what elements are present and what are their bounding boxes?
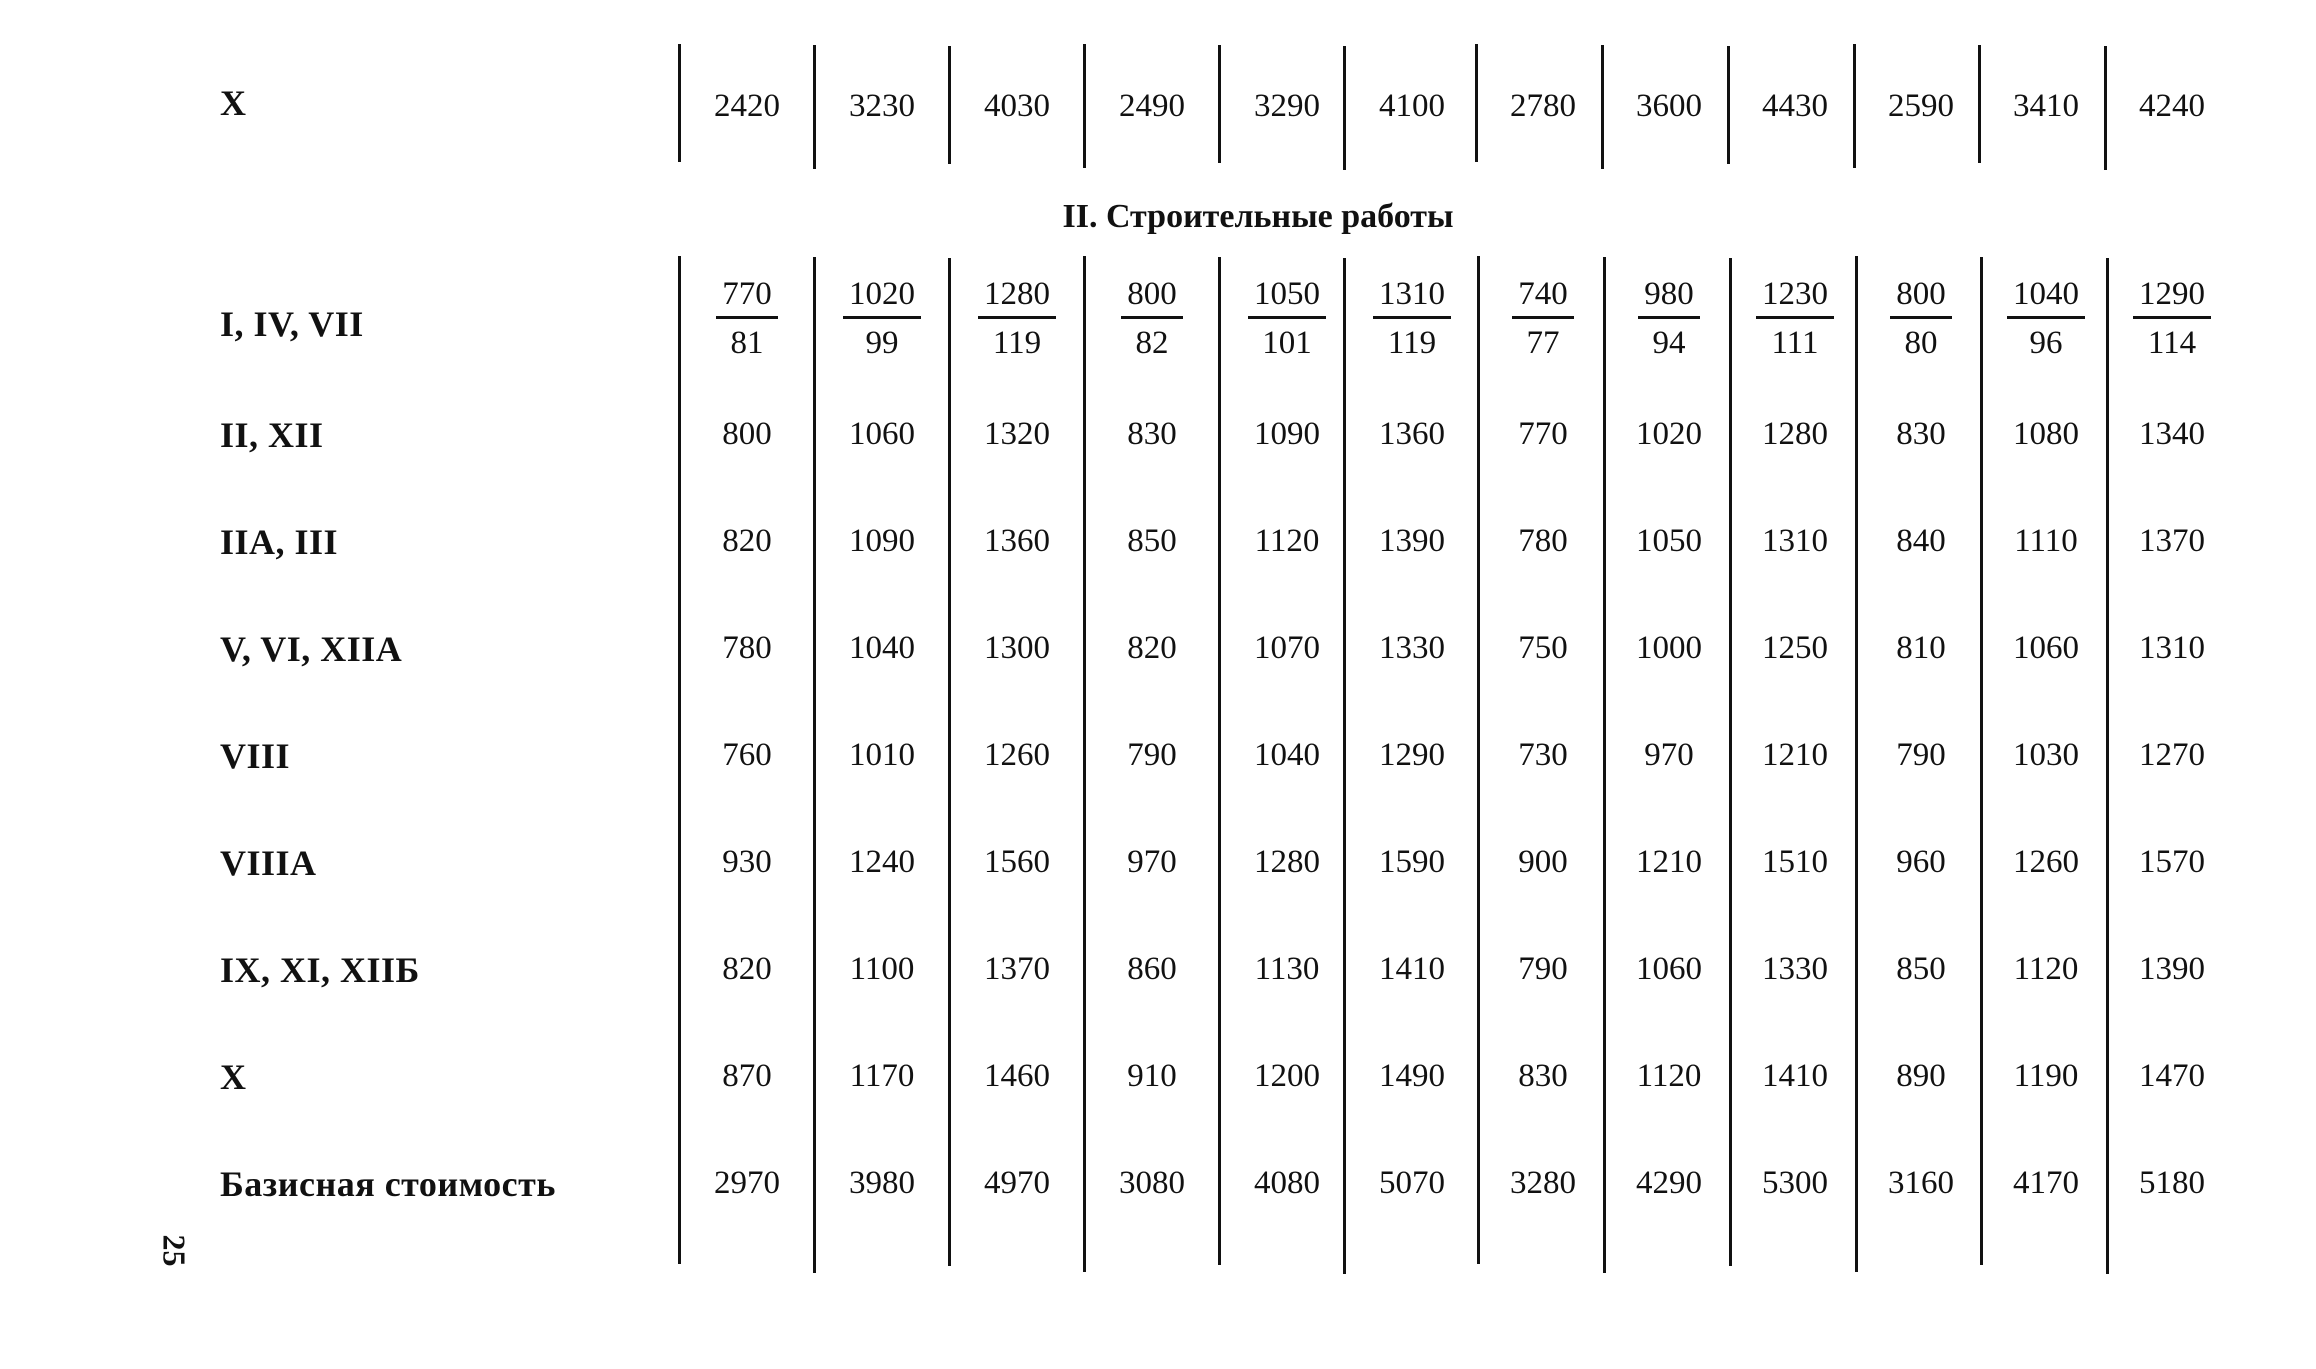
table-cell: 1410	[1379, 951, 1445, 987]
fraction-cell	[684, 276, 810, 363]
column-rule-top	[1853, 44, 1856, 168]
table-cell: 790	[1127, 737, 1177, 773]
column-rule-top	[1475, 44, 1478, 162]
table-cell: 1410	[1762, 1058, 1828, 1094]
row-label-top: X	[220, 83, 247, 123]
table-cell: 900	[1518, 844, 1568, 880]
column-rule	[678, 256, 681, 1264]
table-cell: 1080	[2013, 416, 2079, 452]
table-cell: 4100	[1379, 88, 1445, 124]
row-label: X	[220, 1057, 247, 1097]
table-cell: 1170	[849, 1058, 915, 1094]
table-cell: 1010	[849, 737, 915, 773]
table-cell: 1060	[1636, 951, 1702, 987]
fraction-cell	[2109, 276, 2235, 363]
table-cell: 1120	[1636, 1058, 1702, 1094]
table-cell: 3290	[1254, 88, 1320, 124]
table-cell: 1040	[849, 630, 915, 666]
column-rule-top	[948, 46, 951, 164]
table-cell: 1460	[984, 1058, 1050, 1094]
column-rule	[2106, 258, 2109, 1274]
fraction-denominator: 114	[2147, 325, 2197, 361]
table-cell: 1100	[849, 951, 915, 987]
table-cell: 810	[1896, 630, 1946, 666]
table-cell: 790	[1896, 737, 1946, 773]
table-cell: 1120	[1254, 523, 1320, 559]
fraction-numerator: 1280	[978, 276, 1056, 319]
table-cell: 1050	[1636, 523, 1702, 559]
column-rule	[1855, 256, 1858, 1272]
fraction-cell	[1224, 276, 1350, 363]
fraction-denominator: 101	[1262, 325, 1312, 361]
table-cell: 820	[722, 951, 772, 987]
table-cell: 4030	[984, 88, 1050, 124]
table-cell: 1210	[1636, 844, 1702, 880]
table-cell: 1370	[984, 951, 1050, 987]
row-label: IIA, III	[220, 522, 339, 562]
table-cell: 2780	[1510, 88, 1576, 124]
table-cell: 1270	[2139, 737, 2205, 773]
table-cell: 910	[1127, 1058, 1177, 1094]
table-cell: 1110	[2014, 523, 2078, 559]
table-cell: 960	[1896, 844, 1946, 880]
fraction-denominator: 119	[992, 325, 1042, 361]
table-cell: 1120	[2013, 951, 2079, 987]
table-cell: 750	[1518, 630, 1568, 666]
fraction-denominator: 77	[1526, 325, 1560, 361]
column-rule	[1603, 257, 1606, 1273]
fraction-numerator: 1040	[2007, 276, 2085, 319]
table-cell: 1210	[1762, 737, 1828, 773]
fraction-numerator: 1230	[1756, 276, 1834, 319]
fraction-cell	[1732, 276, 1858, 363]
row-label: Базисная стоимость	[220, 1164, 556, 1204]
table-cell: 1560	[984, 844, 1050, 880]
row-label-first: I, IV, VII	[220, 304, 364, 344]
table-cell: 1390	[2139, 951, 2205, 987]
table-cell: 1360	[1379, 416, 1445, 452]
table-cell: 890	[1896, 1058, 1946, 1094]
table-cell: 4970	[984, 1165, 1050, 1201]
table-cell: 1320	[984, 416, 1050, 452]
fraction-numerator: 1050	[1248, 276, 1326, 319]
table-cell: 1200	[1254, 1058, 1320, 1094]
row-label: II, XII	[220, 415, 324, 455]
table-cell: 3160	[1888, 1165, 1954, 1201]
table-cell: 1090	[849, 523, 915, 559]
table-cell: 850	[1896, 951, 1946, 987]
table-cell: 1250	[1762, 630, 1828, 666]
table-cell: 820	[722, 523, 772, 559]
fraction-cell	[1480, 276, 1606, 363]
table-cell: 2420	[714, 88, 780, 124]
table-cell: 5300	[1762, 1165, 1828, 1201]
table-cell: 3410	[2013, 88, 2079, 124]
table-cell: 1340	[2139, 416, 2205, 452]
table-cell: 870	[722, 1058, 772, 1094]
table-cell: 770	[1518, 416, 1568, 452]
table-cell: 860	[1127, 951, 1177, 987]
row-label: VIII	[220, 736, 291, 776]
row-label: IX, XI, XIIБ	[220, 950, 420, 990]
table-cell: 1290	[1379, 737, 1445, 773]
table-cell: 930	[722, 844, 772, 880]
table-cell: 1280	[1762, 416, 1828, 452]
table-cell: 1310	[2139, 630, 2205, 666]
column-rule	[1729, 258, 1732, 1266]
fraction-cell	[1606, 276, 1732, 363]
fraction-numerator: 800	[1890, 276, 1952, 319]
column-rule-top	[2104, 46, 2107, 170]
section-title: II. Строительные работы	[1062, 198, 1454, 235]
table-cell: 1310	[1762, 523, 1828, 559]
fraction-numerator: 1290	[2133, 276, 2211, 319]
table-cell: 1300	[984, 630, 1050, 666]
table-cell: 3600	[1636, 88, 1702, 124]
table-cell: 970	[1127, 844, 1177, 880]
table-cell: 790	[1518, 951, 1568, 987]
fraction-denominator: 119	[1387, 325, 1437, 361]
table-cell: 1260	[984, 737, 1050, 773]
table-cell: 1260	[2013, 844, 2079, 880]
table-cell: 4080	[1254, 1165, 1320, 1201]
table-cell: 1090	[1254, 416, 1320, 452]
table-cell: 1370	[2139, 523, 2205, 559]
column-rule-top	[1727, 46, 1730, 164]
table-cell: 800	[722, 416, 772, 452]
table-cell: 3230	[849, 88, 915, 124]
table-cell: 830	[1518, 1058, 1568, 1094]
table-cell: 830	[1127, 416, 1177, 452]
table-cell: 840	[1896, 523, 1946, 559]
row-label: V, VI, XIIA	[220, 629, 403, 669]
table-cell: 4430	[1762, 88, 1828, 124]
fraction-cell	[1858, 276, 1984, 363]
fraction-numerator: 800	[1121, 276, 1183, 319]
column-rule	[1218, 257, 1221, 1265]
column-rule-top	[1343, 46, 1346, 170]
table-cell: 2590	[1888, 88, 1954, 124]
table-cell: 1470	[2139, 1058, 2205, 1094]
column-rule	[1980, 257, 1983, 1265]
column-rule	[948, 258, 951, 1266]
table-cell: 780	[722, 630, 772, 666]
table-cell: 2970	[714, 1165, 780, 1201]
table-cell: 850	[1127, 523, 1177, 559]
table-cell: 830	[1896, 416, 1946, 452]
table-cell: 1510	[1762, 844, 1828, 880]
table-cell: 820	[1127, 630, 1177, 666]
fraction-numerator: 1310	[1373, 276, 1451, 319]
table-cell: 760	[722, 737, 772, 773]
fraction-denominator: 82	[1135, 325, 1169, 361]
table-cell: 1330	[1379, 630, 1445, 666]
column-rule	[813, 257, 816, 1273]
table-cell: 1190	[2013, 1058, 2079, 1094]
table-cell: 1130	[1254, 951, 1320, 987]
table-cell: 4240	[2139, 88, 2205, 124]
table-cell: 1390	[1379, 523, 1445, 559]
table-cell: 1280	[1254, 844, 1320, 880]
table-cell: 5070	[1379, 1165, 1445, 1201]
fraction-numerator: 980	[1638, 276, 1700, 319]
page-number: 25	[156, 1234, 193, 1267]
fraction-cell	[954, 276, 1080, 363]
table-cell: 730	[1518, 737, 1568, 773]
fraction-denominator: 94	[1652, 325, 1686, 361]
table-cell: 3280	[1510, 1165, 1576, 1201]
fraction-cell	[1089, 276, 1215, 363]
table-cell: 970	[1644, 737, 1694, 773]
column-rule-top	[1601, 45, 1604, 169]
table-cell: 1060	[849, 416, 915, 452]
column-rule-top	[813, 45, 816, 169]
table-cell: 3980	[849, 1165, 915, 1201]
fraction-cell	[1983, 276, 2109, 363]
table-cell: 3080	[1119, 1165, 1185, 1201]
table-cell: 1330	[1762, 951, 1828, 987]
fraction-denominator: 81	[730, 325, 764, 361]
fraction-cell	[819, 276, 945, 363]
row-label: VIIIA	[220, 843, 317, 883]
table-cell: 1030	[2013, 737, 2079, 773]
fraction-denominator: 96	[2029, 325, 2063, 361]
table-cell: 1570	[2139, 844, 2205, 880]
table-cell: 1020	[1636, 416, 1702, 452]
column-rule	[1477, 256, 1480, 1264]
table-cell: 780	[1518, 523, 1568, 559]
column-rule	[1083, 256, 1086, 1272]
fraction-numerator: 770	[716, 276, 778, 319]
table-cell: 1040	[1254, 737, 1320, 773]
table-cell: 5180	[2139, 1165, 2205, 1201]
column-rule-top	[1083, 44, 1086, 168]
fraction-denominator: 99	[865, 325, 899, 361]
fraction-numerator: 740	[1512, 276, 1574, 319]
column-rule-top	[1978, 45, 1981, 163]
table-cell: 1590	[1379, 844, 1445, 880]
table-cell: 1360	[984, 523, 1050, 559]
column-rule-top	[678, 44, 681, 162]
column-rule-top	[1218, 45, 1221, 163]
fraction-denominator: 80	[1904, 325, 1938, 361]
table-cell: 4290	[1636, 1165, 1702, 1201]
table-cell: 4170	[2013, 1165, 2079, 1201]
fraction-denominator: 111	[1771, 325, 1819, 361]
table-cell: 1060	[2013, 630, 2079, 666]
fraction-cell	[1349, 276, 1475, 363]
table-cell: 1240	[849, 844, 915, 880]
column-rule	[1343, 258, 1346, 1274]
table-cell: 2490	[1119, 88, 1185, 124]
table-cell: 1490	[1379, 1058, 1445, 1094]
table-cell: 1000	[1636, 630, 1702, 666]
fraction-numerator: 1020	[843, 276, 921, 319]
table-cell: 1070	[1254, 630, 1320, 666]
